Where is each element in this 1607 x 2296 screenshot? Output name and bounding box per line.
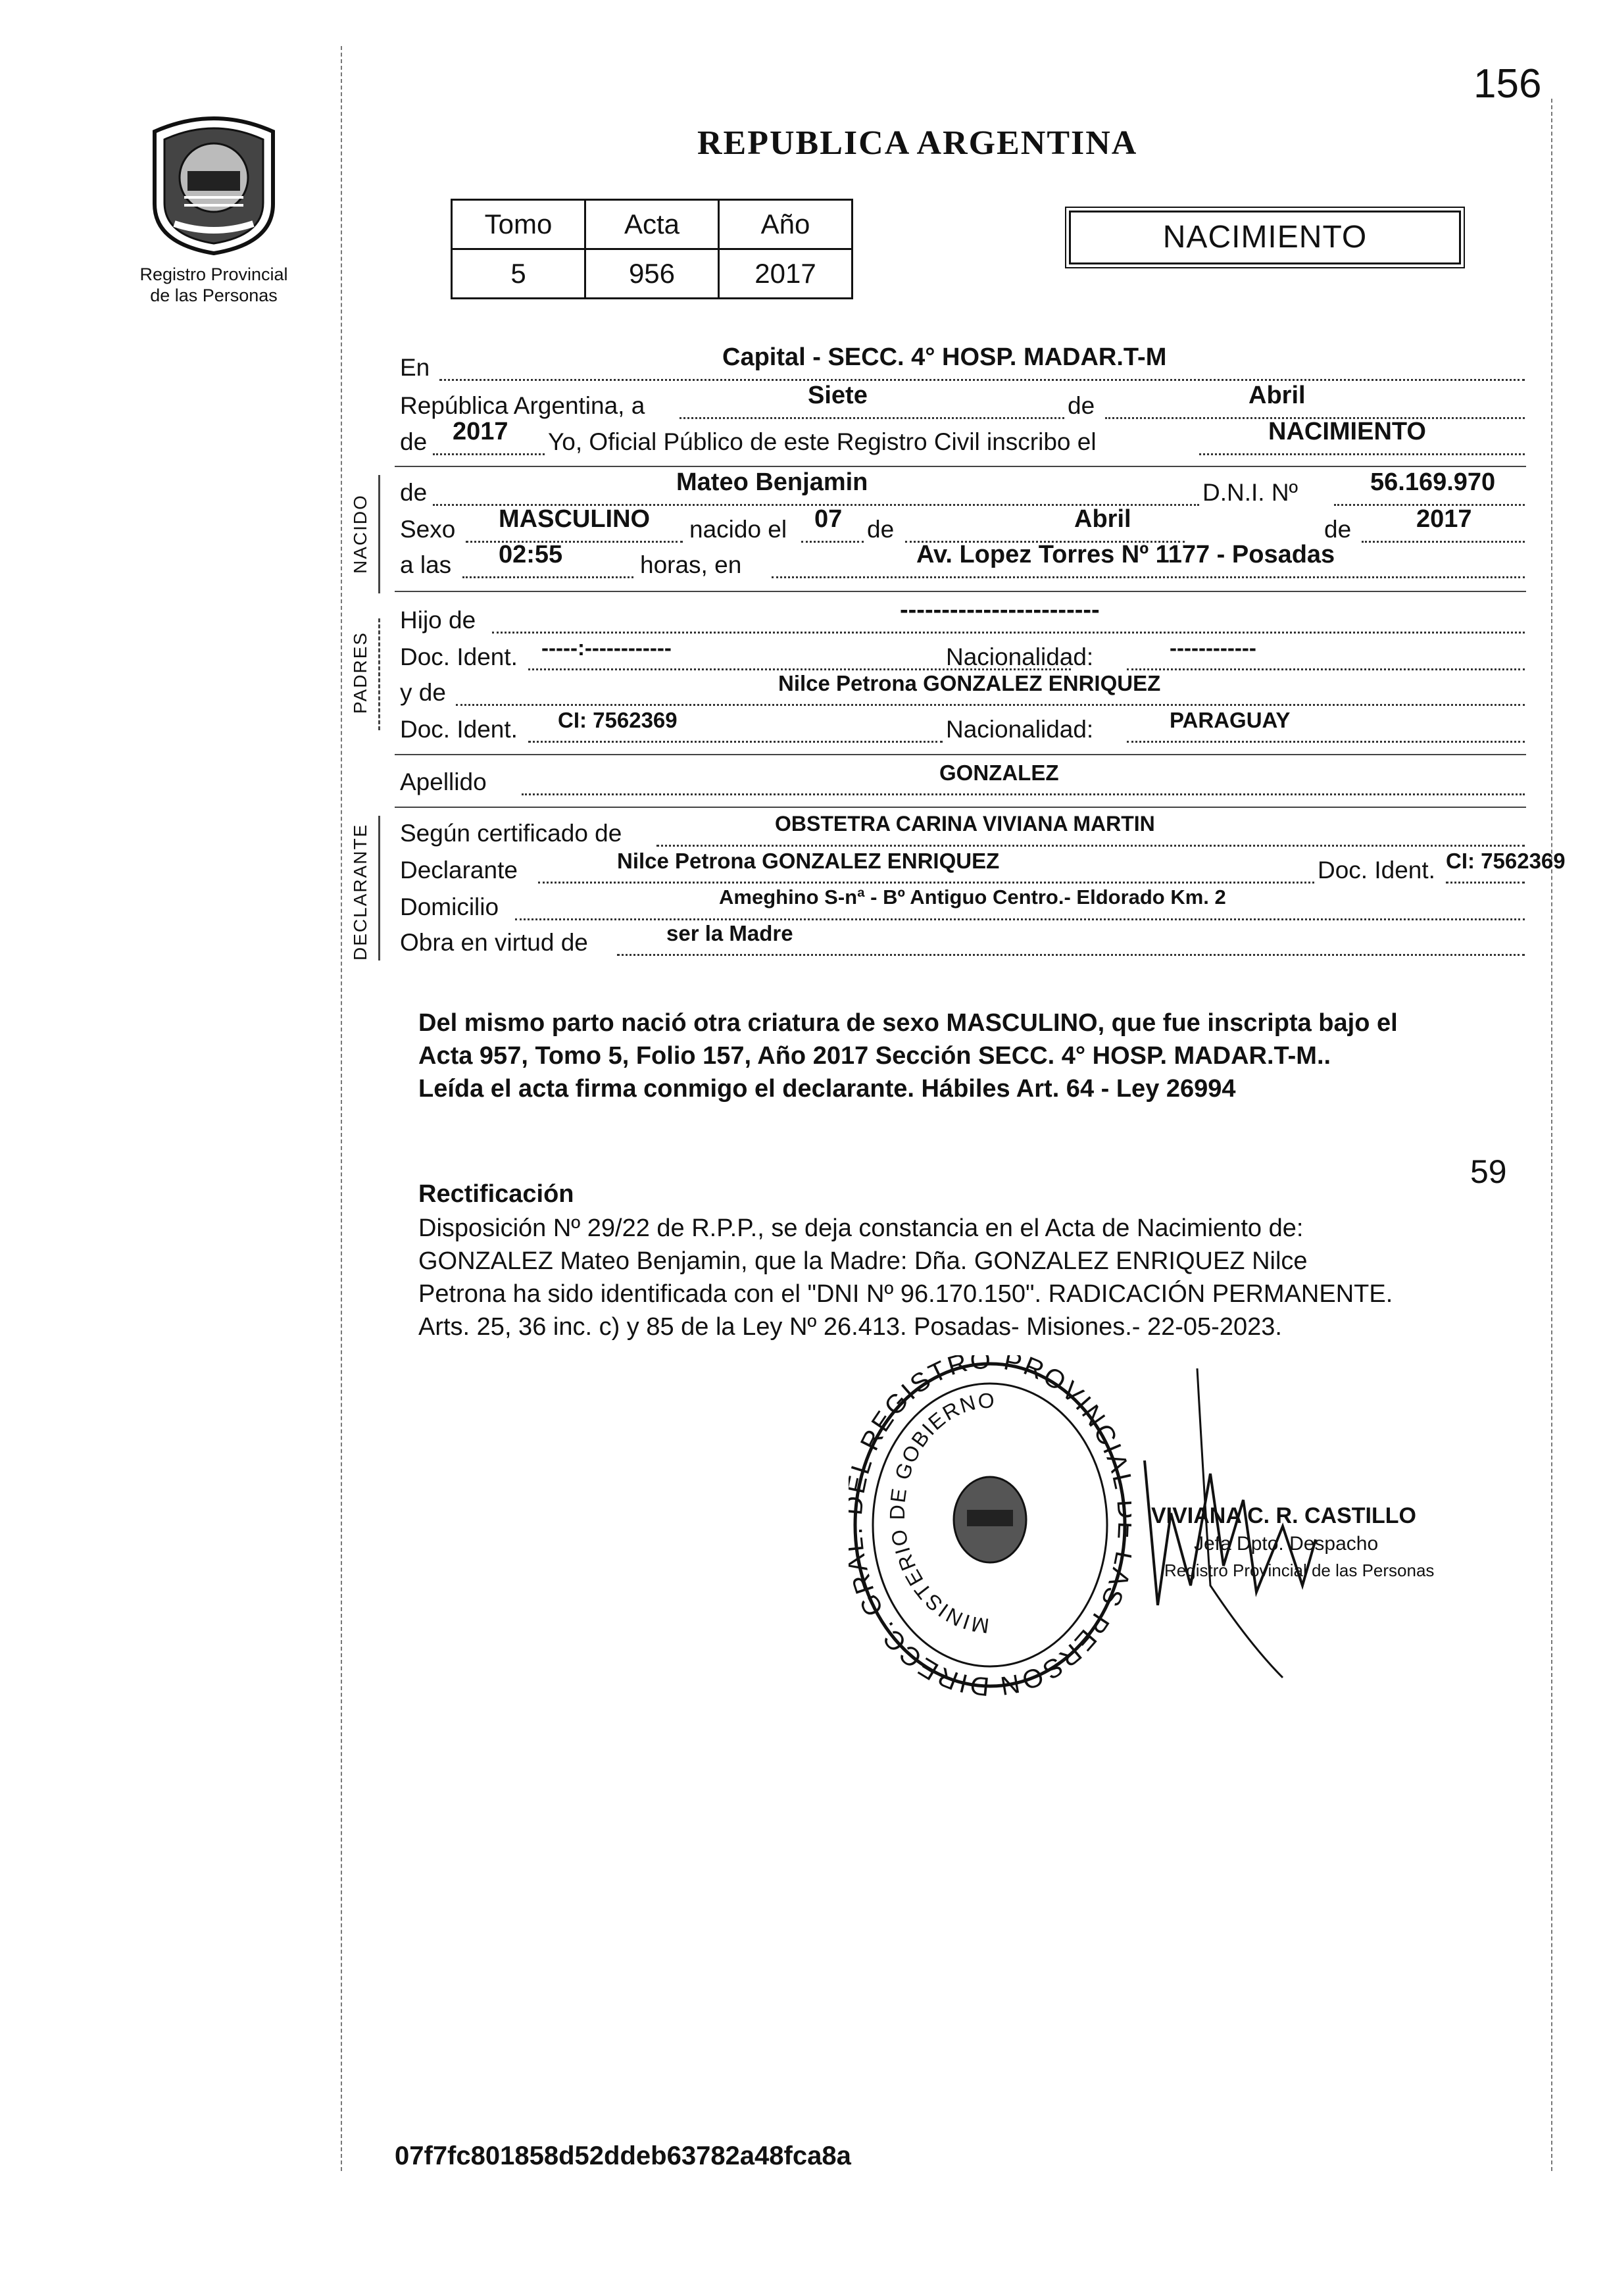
rectificacion-paragraph [418, 1212, 1517, 1343]
label-republica: República Argentina, a [400, 392, 645, 419]
label-domicilio: Domicilio [400, 893, 499, 920]
signature-role: Jefa Dpto. Despacho [1194, 1533, 1379, 1555]
logo-caption-line1: Registro Provincial [139, 264, 288, 284]
label-doc-ident: Doc. Ident. [400, 643, 518, 670]
row-father [400, 596, 1525, 639]
table-header: Acta [585, 200, 719, 249]
rect-line2: GONZALEZ Mateo Benjamin, que la Madre: Dña. GONZALEZ ENRIQUEZ Nilce [418, 1247, 1308, 1275]
side-label-padres: PADRES [350, 631, 370, 714]
table-cell: 956 [585, 249, 719, 299]
notes-paragraph [418, 1007, 1517, 1105]
row-declarant [400, 849, 1566, 889]
label-nacido: nacido el [689, 516, 787, 543]
label-obra: Obra en virtud de [400, 929, 588, 956]
field-birth-place: Av. Lopez Torres Nº 1177 - Posadas [916, 541, 1335, 568]
field-place: Capital - SECC. 4° HOSP. MADAR.T-M [722, 343, 1167, 371]
field-birth-month: Abril [1074, 505, 1131, 533]
right-margin-line [1551, 99, 1552, 2171]
table-cell: 2017 [719, 249, 853, 299]
field-day: Siete [808, 382, 868, 409]
signature-office: Registro Provincial de las Personas [1164, 1560, 1435, 1580]
rectificacion-title: Rectificación [418, 1180, 574, 1208]
field-father: ------------------------ [900, 596, 1100, 624]
stamp-icon [849, 1355, 1131, 1697]
notes-line1: Del mismo parto nació otra criatura de sexo MASCULINO, que fue inscripta bajo el [418, 1009, 1398, 1037]
field-birth-day: 07 [814, 505, 843, 533]
label-nacionalidad: Nacionalidad: [946, 643, 1094, 670]
row-certificate [400, 812, 1525, 853]
field-time: 02:55 [499, 541, 563, 568]
row-year [400, 418, 1525, 461]
row-capacity [400, 921, 1525, 962]
label-dni: D.N.I. Nº [1202, 479, 1298, 506]
row-time [400, 541, 1525, 584]
label-de-name: de [400, 479, 428, 506]
stamp-inner-text: MINISTERIO DE GOBIERNO [885, 1388, 997, 1638]
label-nacionalidad2: Nacionalidad: [946, 716, 1094, 743]
label-sexo: Sexo [400, 516, 456, 543]
stamp-outer-text: DIRECC. GR L REGISTRO PROVINCIA S PERSON [849, 1355, 1131, 1697]
rect-line3: Petrona ha sido identificada con el "DNI Nº 96.170.150". RADICACIÓN PERMANENTE. [418, 1280, 1393, 1308]
field-mother: Nilce Petrona GONZALEZ ENRIQUEZ [778, 671, 1161, 695]
field-declarant-doc: CI: 7562369 [1446, 849, 1566, 873]
field-month: Abril [1249, 382, 1306, 409]
logo-caption-line2: de las Personas [150, 286, 278, 305]
field-act: NACIMIENTO [1268, 418, 1426, 445]
notes-line3: Leída el acta firma conmigo el declarante. Hábiles Art. 64 - Ley 26994 [418, 1075, 1236, 1103]
label-segun: Según certificado de [400, 820, 622, 847]
label-doc-ident2: Doc. Ident. [400, 716, 518, 743]
page-number: 156 [1473, 61, 1542, 107]
document-hash: 07f7fc801858d52ddeb63782a48fca8a [395, 2141, 851, 2170]
row-surname [400, 761, 1525, 801]
table-header: Año [719, 200, 853, 249]
field-dni: 56.169.970 [1370, 468, 1496, 496]
field-declarant: Nilce Petrona GONZALEZ ENRIQUEZ [617, 849, 1000, 873]
side-label-declarante: DECLARANTE [350, 823, 370, 961]
field-year: 2017 [453, 418, 508, 445]
rect-line1: Disposición Nº 29/22 de R.P.P., se deja constancia en el Acta de Nacimiento de: [418, 1214, 1304, 1242]
signature-name: VIVIANA C. R. CASTILLO [1151, 1503, 1416, 1528]
row-mother [400, 671, 1525, 712]
rect-line4: Arts. 25, 36 inc. c) y 85 de la Ley Nº 26.413. Posadas- Misiones.- 22-05-2023. [418, 1313, 1282, 1341]
field-address: Ameghino S-nª - Bº Antiguo Centro.- Eldorado Km. 2 [719, 886, 1226, 909]
label-de-year: de [400, 428, 428, 455]
misiones-seal-icon [135, 105, 293, 257]
signature-block [1118, 1368, 1487, 1710]
side-label-nacido: NACIDO [350, 494, 370, 574]
label-y-de: y de [400, 679, 446, 706]
field-name: Mateo Benjamin [676, 468, 868, 496]
acta-table [451, 199, 853, 299]
field-birth-year: 2017 [1416, 505, 1472, 533]
notes-line2: Acta 957, Tomo 5, Folio 157, Año 2017 Sección SECC. 4° HOSP. MADAR.T-M.. [418, 1042, 1331, 1070]
field-surname: GONZALEZ [939, 761, 1059, 785]
label-de-month: de [1068, 392, 1095, 419]
field-capacity: ser la Madre [666, 921, 793, 945]
table-cell: 5 [452, 249, 585, 299]
province-logo [125, 105, 303, 303]
label-apellido: Apellido [400, 768, 487, 795]
field-mother-doc: CI: 7562369 [558, 708, 678, 732]
field-sex: MASCULINO [499, 505, 651, 533]
row-place [400, 343, 1525, 387]
folio-number: 59 [1470, 1153, 1507, 1190]
table-header: Tomo [452, 200, 585, 249]
official-stamp [849, 1355, 1131, 1697]
label-yo: Yo, Oficial Público de este Registro Civil inscribo el [548, 428, 1097, 455]
label-hijo-de: Hijo de [400, 607, 476, 634]
row-address [400, 886, 1525, 926]
label-doc-ident3: Doc. Ident. [1318, 857, 1435, 884]
label-horas: horas, en [640, 551, 742, 578]
page-title: REPUBLICA ARGENTINA [697, 124, 1138, 162]
label-en: En [400, 354, 430, 381]
field-father-nationality: ------------ [1170, 636, 1256, 660]
field-mother-nationality: PARAGUAY [1170, 708, 1291, 732]
field-certificate: OBSTETRA CARINA VIVIANA MARTIN [775, 812, 1155, 836]
field-father-doc: -----:------------ [541, 636, 672, 660]
label-a-las: a las [400, 551, 452, 578]
left-margin-line [341, 46, 342, 2171]
label-de-birth-month: de [867, 516, 895, 543]
label-declarante: Declarante [400, 857, 518, 884]
record-type: NACIMIENTO [1069, 211, 1461, 264]
label-de-birth-year: de [1324, 516, 1352, 543]
row-mother-doc [400, 708, 1525, 749]
